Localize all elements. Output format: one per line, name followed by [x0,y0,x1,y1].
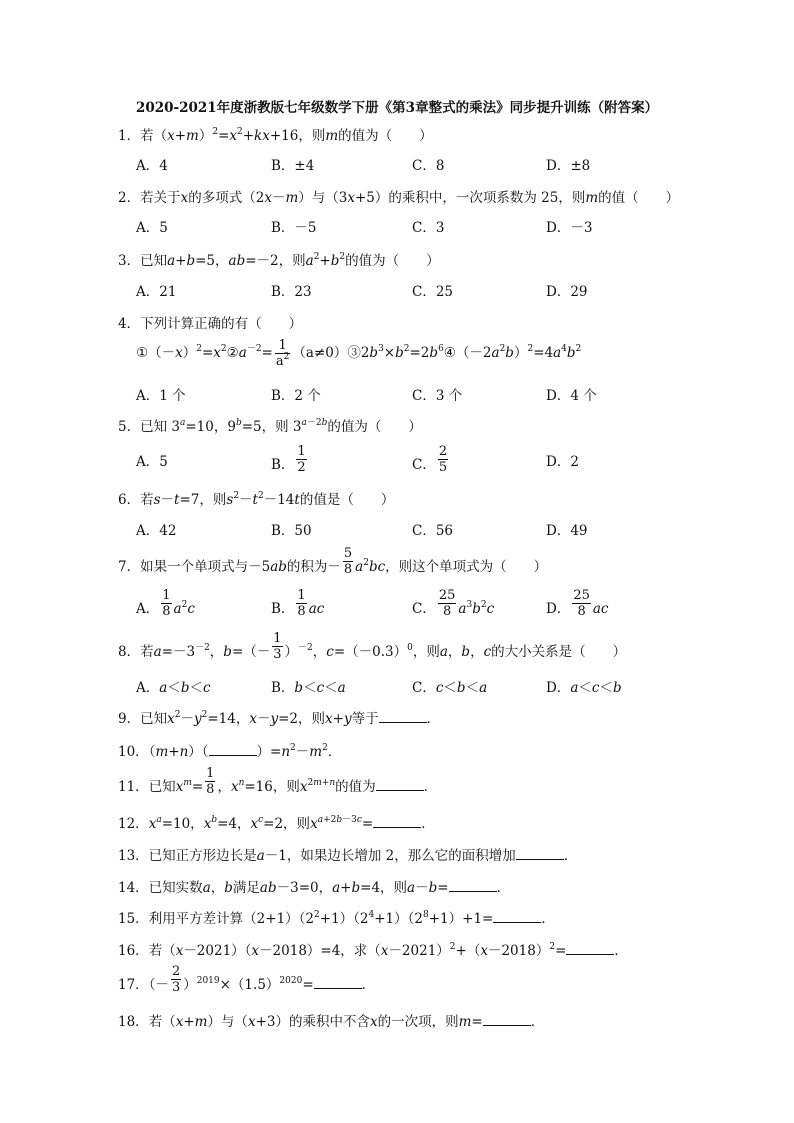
answer-blank[interactable] [566,942,614,955]
question-1: 1．若$(x+m)^2=x^2+kx+16$，则m的值为（ ） [118,127,433,144]
option-b[interactable]: B．±4 [271,158,315,174]
option-c[interactable]: C．8 [412,158,445,174]
options-6 [136,519,756,549]
option-d[interactable]: D．29 [546,284,588,300]
options-3 [136,280,756,310]
option-c[interactable]: C．c＜b＜a [412,680,488,696]
option-d[interactable]: D．49 [546,523,588,539]
option-d[interactable]: D．2 [546,454,579,470]
option-c[interactable]: C． $\frac{25}{8}$ $a^3b^2c$ [412,588,495,619]
option-d[interactable]: D．a＜c＜b [546,680,622,696]
question-9: 9．已知$x^2-y^2=14$，x－y=2，则x+y等于 ． [118,710,441,727]
option-a[interactable]: A．a＜b＜c [136,680,211,696]
option-d[interactable]: D．－3 [546,220,593,236]
option-a[interactable]: A． $\frac{1}{8}$ $a^2c$ [136,588,195,619]
option-b[interactable]: B． $\frac{1}{8}$ ac [271,588,325,619]
option-c[interactable]: C． $\frac{2}{5}$ [412,444,448,475]
option-a[interactable]: A．1 个 [136,388,186,404]
options-7 [136,588,756,628]
page-title: 2020-2021年度浙教版七年级数学下册《第3章整式的乘法》同步提升训练（附答案） [135,100,659,116]
options-1 [136,154,756,184]
question-7: 7．如果一个单项式与－5ab的积为－ $\frac{5}{8}$ $a^2bc$，则这个单项式为（ ） [118,546,548,577]
option-a[interactable]: A．21 [136,284,177,300]
option-c[interactable]: C．25 [412,284,454,300]
question-8: 8．若$a=-3^{-2}$，b=（－ $\frac{1}{3}$ ）$^{-2}$，$c=(-0.3)^0$，则a，b，c的大小关系是（ ） [118,631,627,662]
option-d[interactable]: D．±8 [546,158,591,174]
option-d[interactable]: D． $\frac{25}{8}$ ac [546,588,609,619]
option-b[interactable]: B．－5 [271,220,317,236]
option-c[interactable]: C．56 [412,523,454,539]
question-5: 5．已知 $3^a=10$，$9^b=5$，则 $3^{a-2b}$的值为（ ） [118,418,422,435]
question-10: 10．（m+n）（ ）$=n^2-m^2$． [118,743,342,760]
option-a[interactable]: A．5 [136,220,168,236]
answer-blank[interactable] [516,847,564,860]
option-b[interactable]: B．b＜c＜a [271,680,346,696]
options-5 [136,444,756,484]
answer-blank[interactable] [373,815,421,828]
question-17: 17．（－ $\frac{2}{3}$ ）$^{2019}\times(1.5)^{2020}=$ ． [118,964,376,995]
option-d[interactable]: D．4 个 [546,388,597,404]
question-2: 2．若关于x的多项式（2x－m）与（3x+5）的乘积中，一次项系数为 25，则m的值（ ） [118,190,680,206]
option-b[interactable]: B．50 [271,523,312,539]
question-4: 4．下列计算正确的有（ ） [118,316,303,332]
question-6: 6．若s－t=7，则$s^2-t^2-14t$的值是（ ） [118,491,395,508]
question-3: 3．已知a+b=5，ab=－2，则$a^2+b^2$的值为（ ） [118,252,440,269]
question-15: 15．利用平方差计算$(2+1)(2^2+1)(2^4+1)(2^8+1)+1=$ ． [118,910,555,927]
answer-blank[interactable] [483,1013,531,1026]
option-a[interactable]: A．4 [136,158,168,174]
question-13: 13．已知正方形边长是a－1，如果边长增加 2，那么它的面积增加 ． [118,848,578,864]
question-11: 11．已知$x^m=$ $\frac{1}{8}$ ，$x^n=16$，则$x^{2m+n}$的值为 ． [118,766,438,797]
question-14: 14．已知实数a，b满足ab－3=0，a+b=4，则a－b= ． [118,880,511,896]
answer-blank[interactable] [376,778,424,791]
option-b[interactable]: B．23 [271,284,312,300]
question-12: 12．$x^a=10$，$x^b=4$，$x^c=2$，则$x^{a+2b-3c}=$ ． [118,815,435,832]
options-4 [136,384,756,414]
question-4-items: $①(-x)^2=x^2②a^{-2}=$ $\frac{1}{a^2}$ $(a\ne 0)③2b^3\times b^2=2b^6④(-2a^2b)^2=4a^4b^2$ [136,338,582,369]
question-16: 16．若（x－2021）（x－2018）=4，求$(x-2021)^2+(x-2018)^2=$ ． [118,942,628,959]
answer-blank[interactable] [449,879,497,892]
options-8 [136,676,756,706]
answer-blank[interactable] [379,710,427,723]
option-c[interactable]: C．3 [412,220,445,236]
option-c[interactable]: C．3 个 [412,388,463,404]
option-a[interactable]: A．5 [136,454,168,470]
answer-blank[interactable] [209,743,257,756]
answer-blank[interactable] [314,976,362,989]
answer-blank[interactable] [493,910,541,923]
options-2 [136,216,756,246]
question-18: 18．若（x+m）与（x+3）的乘积中不含x的一次项，则m= ． [118,1014,545,1030]
option-b[interactable]: B． $\frac{1}{2}$ [271,444,306,475]
option-a[interactable]: A．42 [136,523,177,539]
option-b[interactable]: B．2 个 [271,388,321,404]
